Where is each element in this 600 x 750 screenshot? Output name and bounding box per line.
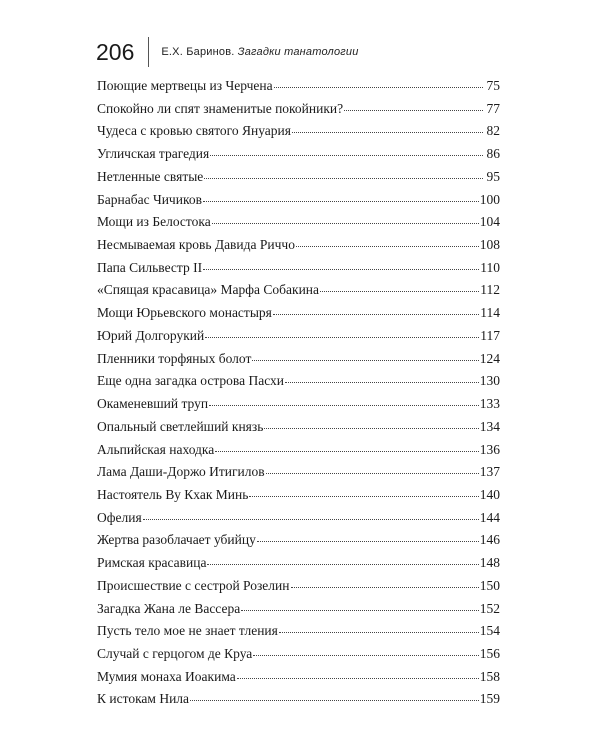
toc-entry <box>97 257 500 280</box>
dot-leader <box>285 381 479 383</box>
page-number: 206 <box>96 39 135 65</box>
toc-entry-title: Пусть тело мое не знает тления <box>97 623 278 639</box>
toc-entry <box>97 211 500 234</box>
toc-entry <box>97 666 500 689</box>
toc-entry-page: 130 <box>479 373 500 389</box>
toc-entry <box>97 75 500 98</box>
toc-entry-title: Еще одна загадка острова Пасхи <box>97 373 285 389</box>
toc-entry-title: Мумия монаха Иоакима <box>97 668 236 684</box>
toc-entry-page: 148 <box>479 555 500 571</box>
dot-leader <box>274 86 483 88</box>
toc-entry-page: 114 <box>480 305 500 321</box>
dot-leader <box>143 518 479 520</box>
toc-entry-page: 100 <box>479 191 500 207</box>
toc-entry <box>97 279 500 302</box>
toc-entry <box>97 98 500 121</box>
toc-entry-page: 124 <box>479 350 500 366</box>
dot-leader <box>210 154 483 156</box>
toc-entry-page: 82 <box>486 123 500 139</box>
toc-entry-title: Происшествие с сестрой Розелин <box>97 577 290 593</box>
toc-entry-page: 112 <box>480 282 500 298</box>
toc-entry-title: «Спящая красавица» Марфа Собакина <box>97 282 320 298</box>
toc-entry-title: Окаменевший труп <box>97 396 209 412</box>
toc-entry <box>97 688 500 711</box>
toc-entry-page: 144 <box>479 509 500 525</box>
dot-leader <box>204 177 483 179</box>
toc-entry <box>97 370 500 393</box>
toc-entry-title: Пленники торфяных болот <box>97 350 252 366</box>
toc-entry-page: 159 <box>479 691 500 707</box>
dot-leader <box>249 495 478 497</box>
toc-entry <box>97 325 500 348</box>
toc-entry <box>97 189 500 212</box>
dot-leader <box>207 563 478 565</box>
toc-entry-title: Чудеса с кровью святого Януария <box>97 123 291 139</box>
toc-entry-page: 150 <box>479 577 500 593</box>
toc-entry-page: 140 <box>479 486 500 502</box>
dot-leader <box>203 200 479 202</box>
toc-entry-page: 104 <box>479 214 500 230</box>
toc-entry-page: 154 <box>479 623 500 639</box>
dot-leader <box>266 472 479 474</box>
dot-leader <box>279 631 479 633</box>
toc-entry-title: Спокойно ли спят знаменитые покойники? <box>97 100 344 116</box>
header-divider <box>148 37 149 67</box>
toc-entry-page: 133 <box>479 396 500 412</box>
toc-entry <box>97 439 500 462</box>
toc-entry-title: Загадка Жана ле Вассера <box>97 600 241 616</box>
toc-entry-title: К истокам Нила <box>97 691 190 707</box>
running-title <box>161 38 358 66</box>
toc-entry <box>97 552 500 575</box>
toc-entry <box>97 575 500 598</box>
toc-entry <box>97 416 500 439</box>
toc-entry-title: Папа Сильвестр II <box>97 259 203 275</box>
toc-entry-title: Угличская трагедия <box>97 146 210 162</box>
toc-entry-title: Барнабас Чичиков <box>97 191 202 207</box>
dot-leader <box>253 654 478 656</box>
toc-entry <box>97 166 500 189</box>
toc-entry-page: 108 <box>479 237 500 253</box>
toc-entry <box>97 461 500 484</box>
dot-leader <box>320 290 479 292</box>
toc-entry-page: 158 <box>479 668 500 684</box>
dot-leader <box>215 450 478 452</box>
toc-entry-title: Поющие мертвецы из Черчена <box>97 78 273 93</box>
toc-entry <box>97 302 500 325</box>
dot-leader <box>190 699 479 701</box>
dot-leader <box>209 404 479 406</box>
dot-leader <box>205 336 479 338</box>
dot-leader <box>237 677 479 679</box>
author-name: Е.Х. Баринов. <box>161 46 235 58</box>
table-of-contents <box>97 75 500 711</box>
toc-entry <box>97 529 500 552</box>
toc-entry <box>97 484 500 507</box>
toc-entry-page: 117 <box>480 327 500 343</box>
toc-entry <box>97 643 500 666</box>
book-title: Загадки танатологии <box>237 46 359 58</box>
toc-entry <box>97 598 500 621</box>
dot-leader <box>252 359 478 361</box>
dot-leader <box>296 245 479 247</box>
dot-leader <box>264 427 478 429</box>
dot-leader <box>241 609 479 611</box>
toc-entry-title: Нетленные святые <box>97 168 204 184</box>
dot-leader <box>257 540 479 542</box>
toc-entry-page: 75 <box>486 78 500 93</box>
toc-entry <box>97 348 500 371</box>
toc-entry-page: 137 <box>479 464 500 480</box>
toc-entry-title: Настоятель Ву Кхак Минь <box>97 486 249 502</box>
toc-entry-title: Жертва разоблачает убийцу <box>97 532 256 548</box>
toc-entry-page: 86 <box>486 146 500 162</box>
toc-entry-page: 146 <box>479 532 500 548</box>
toc-entry-title: Опальный светлейший князь <box>97 418 264 434</box>
toc-entry-page: 152 <box>479 600 500 616</box>
dot-leader <box>273 313 479 315</box>
toc-entry <box>97 120 500 143</box>
toc-entry-title: Римская красавица <box>97 555 207 571</box>
toc-entry-page: 136 <box>479 441 500 457</box>
toc-entry <box>97 620 500 643</box>
toc-entry <box>97 507 500 530</box>
toc-entry-title: Мощи из Белостока <box>97 214 211 230</box>
toc-entry-title: Лама Даши-Доржо Итигилов <box>97 464 265 480</box>
dot-leader <box>203 268 479 270</box>
toc-entry-page: 156 <box>479 645 500 661</box>
dot-leader <box>292 131 483 133</box>
toc-entry-title: Офелия <box>97 509 142 525</box>
toc-entry-page: 110 <box>480 259 500 275</box>
toc-entry-title: Юрий Долгорукий <box>97 327 205 343</box>
toc-entry-title: Мощи Юрьевского монастыря <box>97 305 272 321</box>
toc-entry-title: Случай с герцогом де Круа <box>97 645 253 661</box>
toc-entry <box>97 143 500 166</box>
toc-entry <box>97 393 500 416</box>
toc-entry <box>97 234 500 257</box>
toc-entry-title: Несмываемая кровь Давида Риччо <box>97 237 295 253</box>
toc-entry-page: 95 <box>486 168 500 184</box>
toc-entry-page: 134 <box>479 418 500 434</box>
running-header <box>96 38 359 66</box>
toc-entry-page: 77 <box>486 100 500 116</box>
toc-entry-title: Альпийская находка <box>97 441 215 457</box>
dot-leader <box>344 109 483 111</box>
dot-leader <box>212 222 479 224</box>
dot-leader <box>291 586 479 588</box>
